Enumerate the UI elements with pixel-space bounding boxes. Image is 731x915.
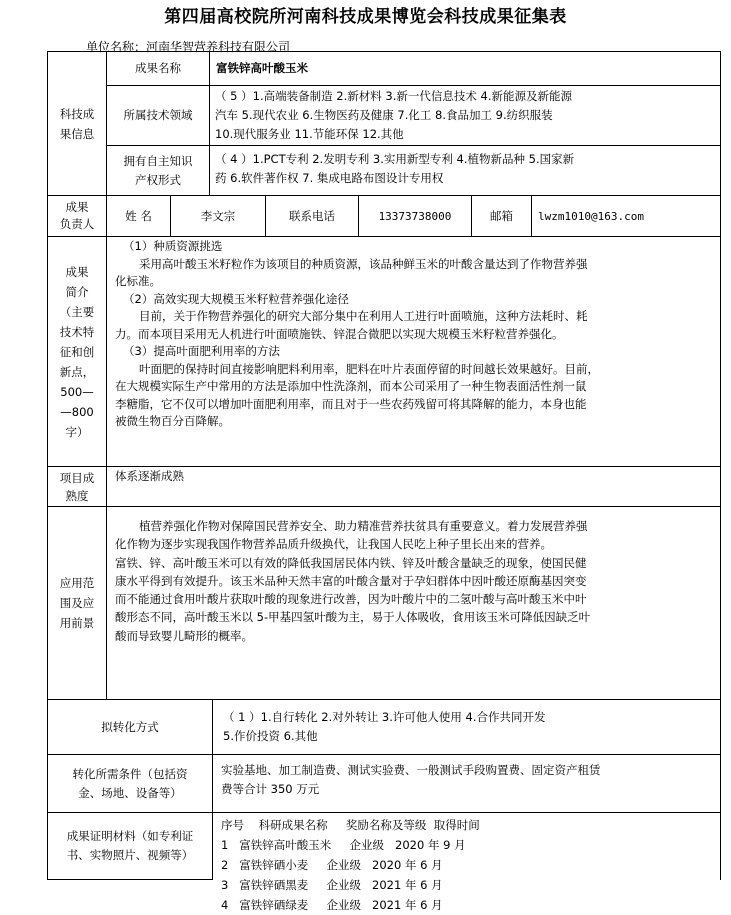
proof-row: 2 富铁锌硒小麦 企业级 2020 年 6 月 — [221, 858, 443, 872]
summary-label-line: （主要 — [59, 304, 95, 319]
name-label-cell — [107, 52, 210, 86]
email-label: 邮箱 — [490, 208, 513, 223]
phone-value-cell — [359, 196, 472, 237]
tech-field-line: 汽车 5.现代农业 6.生物医药及健康 7.化工 8.食品加工 9.纺织服装 — [215, 108, 553, 122]
transfer-label-cell — [48, 700, 213, 755]
proof-row: 3 富铁锌硒黑麦 企业级 2021 年 6 月 — [221, 878, 443, 892]
ip-label-line: 产权形式 — [135, 172, 181, 187]
transfer-label: 拟转化方式 — [101, 719, 159, 734]
maturity-value: 体系逐渐成熟 — [115, 469, 184, 483]
owner-name-value: 李文宗 — [200, 208, 236, 223]
owner-name-value-cell — [171, 196, 266, 237]
owner-label-cell — [48, 196, 107, 237]
summary-label-line: 简介 — [65, 284, 89, 299]
ip-line: （ 4 ）1.PCT专利 2.发明专利 3.实用新型专利 4.植物新品种 5.国家新 — [215, 152, 575, 166]
achievement-name-value: 富铁锌高叶酸玉米 — [216, 61, 308, 75]
owner-name-label-cell — [107, 196, 171, 237]
email-value-cell — [532, 196, 721, 237]
application-label-line: 用前景 — [59, 616, 95, 630]
form-title: 第四届高校院所河南科技成果博览会科技成果征集表 — [164, 7, 567, 27]
summary-heading: （2）高效实现大规模玉米籽粒营养强化途径 — [123, 291, 349, 306]
summary-line: 力。而本项目采用无人机进行叶面喷施铁、锌混合微肥以实现大规模玉米籽粒营养强化。 — [115, 326, 564, 341]
application-line: 植营养强化作物对保障国民营养安全、助力精准营养扶贫具有重要意义。着力发展营养强 — [139, 519, 588, 533]
summary-line: 被微生物百分百降解。 — [115, 414, 230, 428]
email-label-cell — [472, 196, 532, 237]
ip-options — [210, 146, 721, 196]
application-label-line: 围及应 — [59, 596, 95, 610]
tech-field-label: 所属技术领域 — [123, 108, 193, 122]
proof-label-line: 成果证明材料（如专利证 — [66, 829, 194, 843]
transfer-options — [213, 700, 721, 755]
conditions-content — [213, 755, 721, 813]
tech-field-line: （ 5 ）1.高端装备制造 2.新材料 3.新一代信息技术 4.新能源及新能源 — [215, 89, 572, 103]
proof-label-cell — [48, 813, 213, 880]
summary-label-cell — [48, 237, 107, 467]
info-section-label — [48, 52, 107, 196]
field-label-cell — [107, 86, 210, 146]
phone-value: 13373738000 — [378, 209, 452, 223]
summary-heading: （1）种质资源挑选 — [123, 239, 223, 253]
maturity-label-line: 项目成 — [59, 470, 95, 485]
owner-label-line: 负责人 — [59, 217, 95, 231]
maturity-value-cell — [107, 467, 721, 507]
summary-label-line: —800 — [60, 404, 94, 419]
ip-label-line: 拥有自主知识 — [123, 153, 193, 168]
proof-row: 1 富铁锌高叶酸玉米 企业级 2020 年 9 月 — [221, 838, 466, 852]
ip-line: 药 6.软件著作权 7. 集成电路布图设计专用权 — [215, 171, 444, 185]
conditions-label-cell — [48, 755, 213, 813]
achievement-name-label: 成果名称 — [135, 61, 181, 75]
unit-name-line: 单位名称：河南华智营养科技有限公司 — [86, 40, 291, 54]
proof-label-line: 书、实物照片、视频等） — [66, 848, 194, 862]
summary-line: 李糖脂，它不仅可以增加叶面肥利用率，而且对于一些农药残留可将其降解的能力，本身也能 — [115, 396, 587, 411]
maturity-label-line: 熟度 — [65, 488, 89, 503]
conditions-label-line: 金、场地、设备等） — [78, 785, 182, 800]
info-section-label-text: 科技成果信息 — [59, 106, 95, 141]
application-line: 而不能通过食用叶酸片获取叶酸的现象进行改善，因为叶酸片中的二氢叶酸与高叶酸玉米中叶 — [115, 592, 587, 607]
application-line: 富铁、锌、高叶酸玉米可以有效的降低我国居民体内铁、锌及叶酸含量缺乏的现象，使国民健 — [115, 555, 587, 570]
application-line: 康水平得到有效提升。该玉米品种天然丰富的叶酸含量对于孕妇群体中因叶酸还原酶基因突变 — [115, 573, 587, 588]
application-line: 化作物为逐步实现我国作物营养品质升级换代，让我国人民吃上种子里长出来的营养。 — [115, 537, 552, 552]
application-line: 酸形态不同，高叶酸玉米以 5-甲基四氢叶酸为主，易于人体吸收，食用该玉米可降低因缺乏叶 — [115, 610, 591, 625]
conditions-line: 实验基地、加工制造费、测试实验费、一般测试手段购置费、固定资产租赁 — [221, 763, 601, 777]
form-table — [47, 51, 721, 912]
phone-label-cell — [266, 196, 359, 237]
application-line: 酸而导致婴儿畸形的概率。 — [115, 628, 253, 643]
summary-line: 叶面肥的保持时间直接影响肥料利用率，肥料在叶片表面停留的时间越长效果越好。目前， — [139, 361, 599, 376]
summary-label-line: 字） — [65, 424, 89, 439]
summary-label-line: 技术特 — [59, 324, 95, 339]
summary-label-line: 成果 — [65, 264, 89, 279]
maturity-label-cell — [48, 467, 107, 507]
summary-line: 采用高叶酸玉米籽粒作为该项目的种质资源，该品种鲜玉米的叶酸含量达到了作物营养强 — [139, 256, 588, 271]
ip-label-cell — [107, 146, 210, 196]
summary-line: 化标准。 — [115, 274, 161, 288]
name-value-cell — [210, 52, 721, 86]
proof-content — [213, 813, 721, 912]
summary-line: 在大规模实际生产中常用的方法是添加中性洗涤剂，而本公司采用了一种生物表面活性剂一鼠 — [115, 379, 587, 393]
summary-content — [107, 237, 721, 467]
summary-label-line: 新点， — [59, 364, 95, 379]
tech-field-line: 10.现代服务业 11.节能环保 12.其他 — [215, 127, 404, 141]
phone-label: 联系电话 — [289, 208, 335, 223]
proof-header: 序号 科研成果名称 奖励名称及等级 取得时间 — [221, 818, 480, 832]
transfer-line: 5.作价投资 6.其他 — [223, 729, 318, 743]
application-label-cell — [48, 507, 107, 700]
summary-line: 目前，关于作物营养强化的研究大部分集中在利用人工进行叶面喷施，这种方法耗时、耗 — [139, 309, 588, 323]
conditions-line: 费等合计 350 万元 — [221, 782, 320, 796]
owner-label-line: 成果 — [65, 200, 89, 214]
tech-field-options — [210, 86, 721, 146]
conditions-label-line: 转化所需条件（包括资 — [72, 766, 188, 781]
application-label-line: 应用范 — [59, 576, 95, 590]
summary-label-line: 500— — [60, 384, 94, 399]
transfer-line: （ 1 ）1.自行转化 2.对外转让 3.许可他人使用 4.合作共同开发 — [223, 710, 546, 724]
proof-row: 4 富铁锌硒绿麦 企业级 2021 年 6 月 — [221, 898, 443, 912]
owner-name-label: 姓 名 — [125, 208, 152, 223]
summary-label-line: 征和创 — [59, 344, 95, 359]
application-content — [107, 507, 721, 700]
email-value: lwzm1010@163.com — [538, 209, 644, 223]
summary-heading: （3）提高叶面肥利用率的方法 — [123, 344, 280, 358]
